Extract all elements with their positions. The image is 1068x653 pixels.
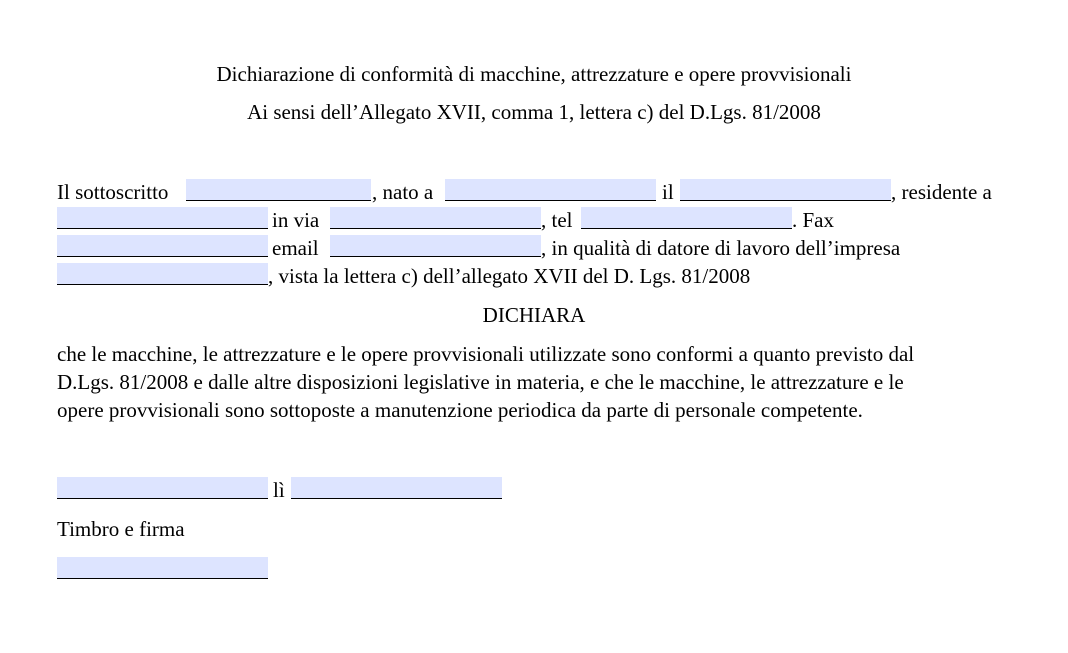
label-undersigned: Il sottoscritto (57, 180, 169, 204)
label-resident: , residente a (891, 180, 992, 204)
place-field[interactable] (57, 477, 268, 499)
label-street: in via (272, 208, 320, 232)
document-title: Dichiarazione di conformità di macchine, attrezzature e opere provvisionali (216, 62, 852, 86)
declaration-line: opere provvisionali sono sottoposte a manutenzione periodica da parte di personale competente. (57, 398, 863, 422)
declaration-line: D.Lgs. 81/2008 e dalle altre disposizioni legislative in materia, e che le macchine, le attrezzature e le (57, 370, 904, 394)
label-place-date: lì (273, 478, 285, 502)
company-field[interactable] (57, 263, 268, 285)
street-field[interactable] (330, 207, 541, 229)
label-email: email (272, 236, 319, 260)
declaration-body (57, 340, 1017, 424)
residence-field[interactable] (57, 207, 268, 229)
label-stamp-signature: Timbro e firma (57, 517, 185, 541)
declaration-heading: DICHIARA (482, 303, 586, 327)
label-seen: , vista la lettera c) dell’allegato XVII del D. Lgs. 81/2008 (268, 264, 751, 288)
name-field[interactable] (186, 179, 371, 201)
declaration-line: che le macchine, le attrezzature e le opere provvisionali utilizzate sono conformi a quanto previsto dal (57, 342, 915, 366)
label-role: , in qualità di datore di lavoro dell’impresa (541, 236, 901, 260)
tel-field[interactable] (581, 207, 792, 229)
document-subtitle: Ai sensi dell’Allegato XVII, comma 1, lettera c) del D.Lgs. 81/2008 (247, 100, 821, 124)
label-tel: , tel (541, 208, 573, 232)
label-on: il (662, 180, 674, 204)
label-fax: . Fax (792, 208, 834, 232)
birthdate-field[interactable] (680, 179, 891, 201)
email-field[interactable] (330, 235, 541, 257)
fax-field[interactable] (57, 235, 268, 257)
label-born-in: , nato a (372, 180, 434, 204)
date-field[interactable] (291, 477, 502, 499)
signature-field[interactable] (57, 557, 268, 579)
birthplace-field[interactable] (445, 179, 656, 201)
